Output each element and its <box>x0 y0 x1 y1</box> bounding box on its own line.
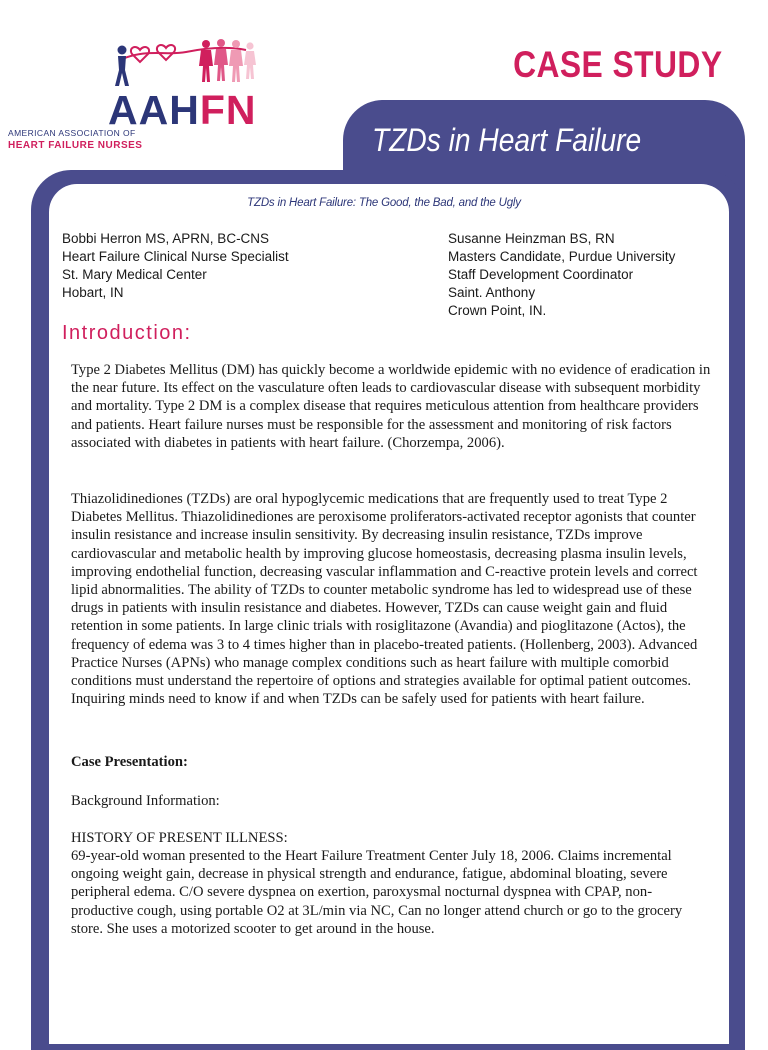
article-subtitle: TZDs in Heart Failure: The Good, the Bad, and the Ugly <box>247 197 521 209</box>
logo-acronym-part1: AAH <box>108 87 200 133</box>
author-right-line: Saint. Anthony <box>448 285 536 300</box>
author-left-line: Heart Failure Clinical Nurse Specialist <box>62 249 289 264</box>
author-right-line: Susanne Heinzman BS, RN <box>448 231 615 246</box>
case-study-label: CASE STUDY <box>512 44 722 85</box>
paragraph-text: 69-year-old woman presented to the Heart Failure Treatment Center July 18, 2006. Claims incremental ongoing weight gain, decrease in physical strength and endurance, fatigue, abdominal bloating, severe peripheral edema. C/O severe dyspnea on exertion, paroxysmal nocturnal dyspnea with CPAP, non-productive cough, using portable O2 at 3L/min via NC, Can no longer attend church or go to the grocery store. She uses a motorized scooter to get around in the house. <box>71 848 683 937</box>
background-info-heading: Background Information: <box>71 793 220 809</box>
author-right-line: Crown Point, IN. <box>448 303 547 318</box>
author-left-line: Hobart, IN <box>62 285 124 300</box>
page-title: TZDs in Heart Failure <box>372 122 642 158</box>
author-right-line: Staff Development Coordinator <box>448 267 634 282</box>
intro-paragraph-1 <box>71 361 711 452</box>
case-presentation-heading: Case Presentation: <box>71 754 188 770</box>
author-left-block <box>62 230 289 302</box>
intro-heading: Introduction: <box>62 322 192 344</box>
logo-line1: AMERICAN ASSOCIATION OF <box>8 128 136 138</box>
linked-people-icon <box>106 38 256 92</box>
hpi-heading: HISTORY OF PRESENT ILLNESS: <box>71 830 288 846</box>
logo-acronym-part2: FN <box>199 87 257 133</box>
author-left-line: Bobbi Herron MS, APRN, BC-CNS <box>62 231 270 246</box>
paragraph-text: Type 2 Diabetes Mellitus (DM) has quickly become a worldwide epidemic with no evidence of eradication in the near future. Its effect on the vasculature often leads to cardiovascular disease with subsequent morbidity and mortality. Type 2 DM is a complex disease that requires meticulous attention from healthcare providers and patients. Heart failure nurses must be responsible for the assessment and monitoring of risk factors associated with diabetes in patients with heart failure. (Chorzempa, 2006). <box>71 362 711 451</box>
author-left-line: St. Mary Medical Center <box>62 267 207 282</box>
author-right-block <box>448 230 675 320</box>
intro-paragraph-2 <box>71 490 711 708</box>
author-right-line: Masters Candidate, Purdue University <box>448 249 676 264</box>
logo-line2: HEART FAILURE NURSES <box>8 140 143 151</box>
logo-acronym <box>108 87 257 133</box>
hpi-paragraph <box>71 847 711 938</box>
paragraph-text: Thiazolidinediones (TZDs) are oral hypoglycemic medications that are frequently used to treat Type 2 Diabetes Mellitus. Thiazolidinediones are peroxisome proliferators-activated receptor agonists that counter insulin resistance and increase insulin sensitivity. By decreasing insulin resistance, TZDs improve cardiovascular and metabolic health by improving glucose homeostasis, decreasing plasma insulin levels, improving endothelial function, decreasing vascular inflammation and C-reactive protein levels and correct lipid abnormalities. The ability of TZDs to counter metabolic syndrome has led to widespread use of these drugs in patients with insulin resistance and diabetes. However, TZDs can cause weight gain and fluid retention in some patients. In large clinic trials with rosiglitazone (Avandia) and pioglitazone (Actos), the frequency of edema was 3 to 4 times higher than in placebo-treated patients. (Hollenberg, 2003). Advanced Practice Nurses (APNs) who manage complex conditions such as heart failure with multiple comorbid conditions must understand the repertoire of options and strategies available for optimal patient outcomes. Inquiring minds need to know if and when TZDs can be safely used for patients with heart failure. <box>71 491 698 708</box>
